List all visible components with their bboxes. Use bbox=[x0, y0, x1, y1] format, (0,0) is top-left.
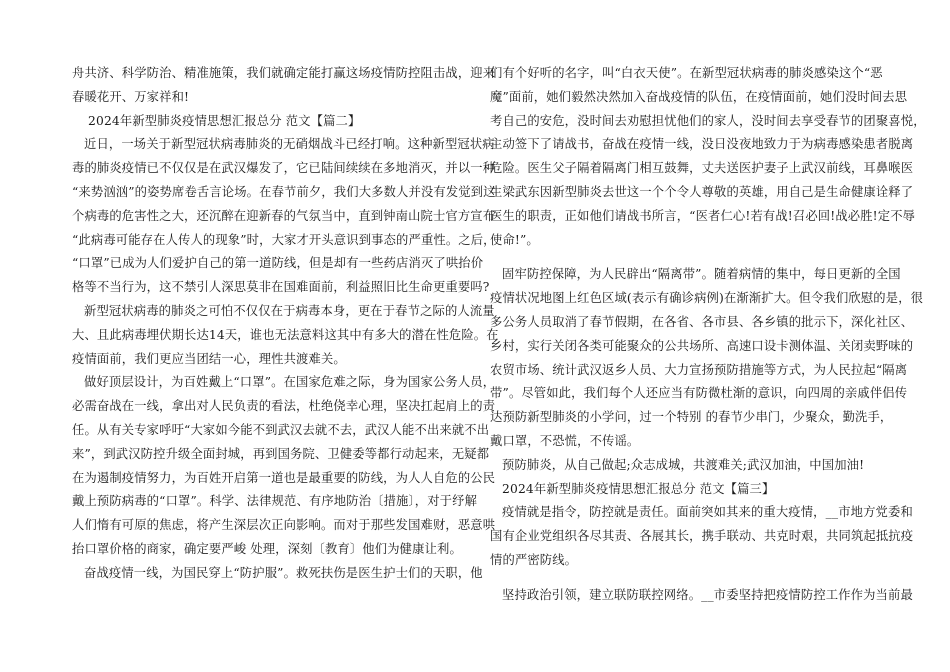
text-line: 带”。尽管如此，我们每个人还应当有防微杜渐的意识，向四周的亲戚伴侣传 bbox=[490, 386, 908, 401]
section-heading: 2024年新型肺炎疫情思想汇报总分 范文【篇二】 bbox=[88, 113, 361, 128]
text-line: 们有个好听的名字，叫“白衣天使”。在新型冠状病毒的肺炎感染这个“恶 bbox=[490, 66, 883, 80]
text-line: 医生的职责，正如他们请战书所言，“医者仁心!若有战!召必回!战必胜!定不辱 bbox=[490, 208, 916, 223]
text-line: 乡村，实行关闭各类可能聚众的公共场所、高速口设卡测体温、关闭卖野味的 bbox=[490, 338, 914, 353]
text-line: 魔”面前，她们毅然决然加入奋战疫情的队伍，在疫情面前，她们没时间去思 bbox=[490, 89, 908, 104]
text-line: 春暖花开、万家祥和! bbox=[72, 89, 190, 104]
text-line: 考自己的安危，没时间去劝慰担忧他们的家人，没时间去享受春节的团聚喜悦， bbox=[490, 113, 926, 128]
text-line: 必需奋战在一线，拿出对人民负责的看法，杜绝侥幸心理，坚决扛起肩上的责 bbox=[72, 399, 496, 414]
text-line: 情的严密防线。 bbox=[490, 552, 578, 567]
text-line: 疫情就是指令，防控就是责任。面前突如其来的重大疫情，__市地方党委和 bbox=[502, 505, 913, 520]
text-line: 坚持政治引领，建立联防联控网络。__市委坚持把疫情防控工作作为当前最 bbox=[502, 587, 913, 602]
text-line: 人们惰有可原的焦虑，将产生深层次正向影响。而对于那些发国难财，恶意哄 bbox=[72, 518, 496, 533]
right-text-column bbox=[490, 62, 926, 608]
text-line: 大、且此病毒埋伏期长达14天，谁也无法意料这其中有多大的潜在性危险。在 bbox=[72, 327, 499, 342]
text-line: 农贸市场、统计武汉返乡人员、大力宣扬预防措施等方式，为人民拉起“隔离 bbox=[490, 362, 908, 377]
text-line: 任。从有关专家呼吁“大家如今能不到武汉去就不去，武汉人能不出来就不出 bbox=[72, 422, 490, 437]
text-line: 奋战疫情一线，为国民穿上“防护服”。救死扶伤是医生护士们的天职，他 bbox=[84, 565, 483, 580]
text-line: 疫情状况地图上红色区域(表示有确诊病例)在渐渐扩大。但令我们欣慰的是，很 bbox=[490, 291, 924, 306]
text-line bbox=[490, 573, 880, 584]
text-line: 达预防新型肺炎的小学问，过一个特别 的春节少串门，少聚众，勤洗手， bbox=[490, 410, 893, 425]
text-line: 戴口罩，不恐慌，不传谣。 bbox=[490, 433, 640, 448]
text-line: 新型冠状病毒的肺炎之可怕不仅仅在于病毒本身，更在于春节之际的人流量 bbox=[84, 303, 495, 318]
text-line: 生梁武东因新型肺炎去世这一个个令人尊敬的英雄，用自己是生命健康诠释了 bbox=[490, 184, 914, 199]
text-line: 固牢防控保障，为人民辟出“隔离带”。随着病情的集中，每日更新的全国 bbox=[502, 267, 901, 282]
text-line bbox=[490, 252, 880, 263]
left-text-column bbox=[72, 62, 499, 586]
text-line: 舟共济、科学防治、精准施策，我们就确定能打赢这场疫情防控阻击战，迎来 bbox=[72, 66, 496, 80]
text-line: 危险。医生父子隔着隔离门相互鼓舞，丈夫送医护妻子上武汉前线，耳鼻喉医 bbox=[490, 161, 914, 176]
text-line: “来势汹汹”的姿势席卷舌言论场。在春节前夕，我们大多数人并没有发觉到这 bbox=[72, 184, 496, 199]
text-line: 多公务人员取消了春节假期，在各省、各市县、各乡镇的批示下，深化社区、 bbox=[490, 314, 914, 329]
text-line: 使命!”。 bbox=[490, 232, 539, 247]
text-line: 预防肺炎，从自己做起;众志成城，共渡难关;武汉加油，中国加油! bbox=[502, 457, 865, 472]
text-line: 毒的肺炎疫情已不仅仅是在武汉爆发了，它已陆间续续在多地消灭，并以一种 bbox=[72, 161, 496, 176]
text-line: 戴上预防病毒的“口罩”。科学、法律规范、有序地防治〔措施〕，对于纾解 bbox=[72, 494, 478, 509]
text-line: 国有企业党组织各尽其责、各展其长，携手联动、共克时艰，共同筑起抵抗疫 bbox=[490, 529, 914, 544]
text-line: 主动签下了请战书，奋战在疫情一线，没日没夜地致力于为病毒感染患者脱离 bbox=[490, 137, 914, 152]
text-line: 个病毒的危害性之大，还沉醉在迎新春的气氛当中，直到钟南山院士官方宣布 bbox=[72, 208, 496, 223]
text-line: 做好顶层设计，为百姓戴上“口罩”。在国家危难之际，身为国家公务人员， bbox=[84, 375, 496, 390]
section-heading: 2024年新型肺炎疫情思想汇报总分 范文【篇三】 bbox=[502, 481, 775, 496]
text-line: “此病毒可能存在人传人的现象”时，大家才开头意识到事态的严重性。之后， bbox=[72, 232, 496, 247]
text-line: “口罩”已成为人们爱护自己的第一道防线，但是却有一些药店消灭了哄抬价 bbox=[72, 256, 484, 271]
text-line: 来”，到武汉防控升级全面封城，再到国务院、卫健委等都行动起来，无疑都 bbox=[72, 446, 490, 461]
text-line: 抬口罩价格的商家，确定要严峻 处理，深刻〔教育〕他们为健康让利。 bbox=[72, 541, 462, 556]
text-line: 格等不当行为，这不禁引人深思莫非在国难面前，利益照旧比生命更重要吗? bbox=[72, 280, 490, 295]
text-line: 在为遏制疫情努力，为百姓开启第一道也是最重要的防线，为人人自危的公民 bbox=[72, 470, 496, 485]
text-line: 近日，一场关于新型冠状病毒肺炎的无硝烟战斗已经打响。这种新型冠状病 bbox=[84, 137, 495, 152]
text-line: 疫情面前，我们更应当团结一心，理性共渡难关。 bbox=[72, 351, 346, 366]
